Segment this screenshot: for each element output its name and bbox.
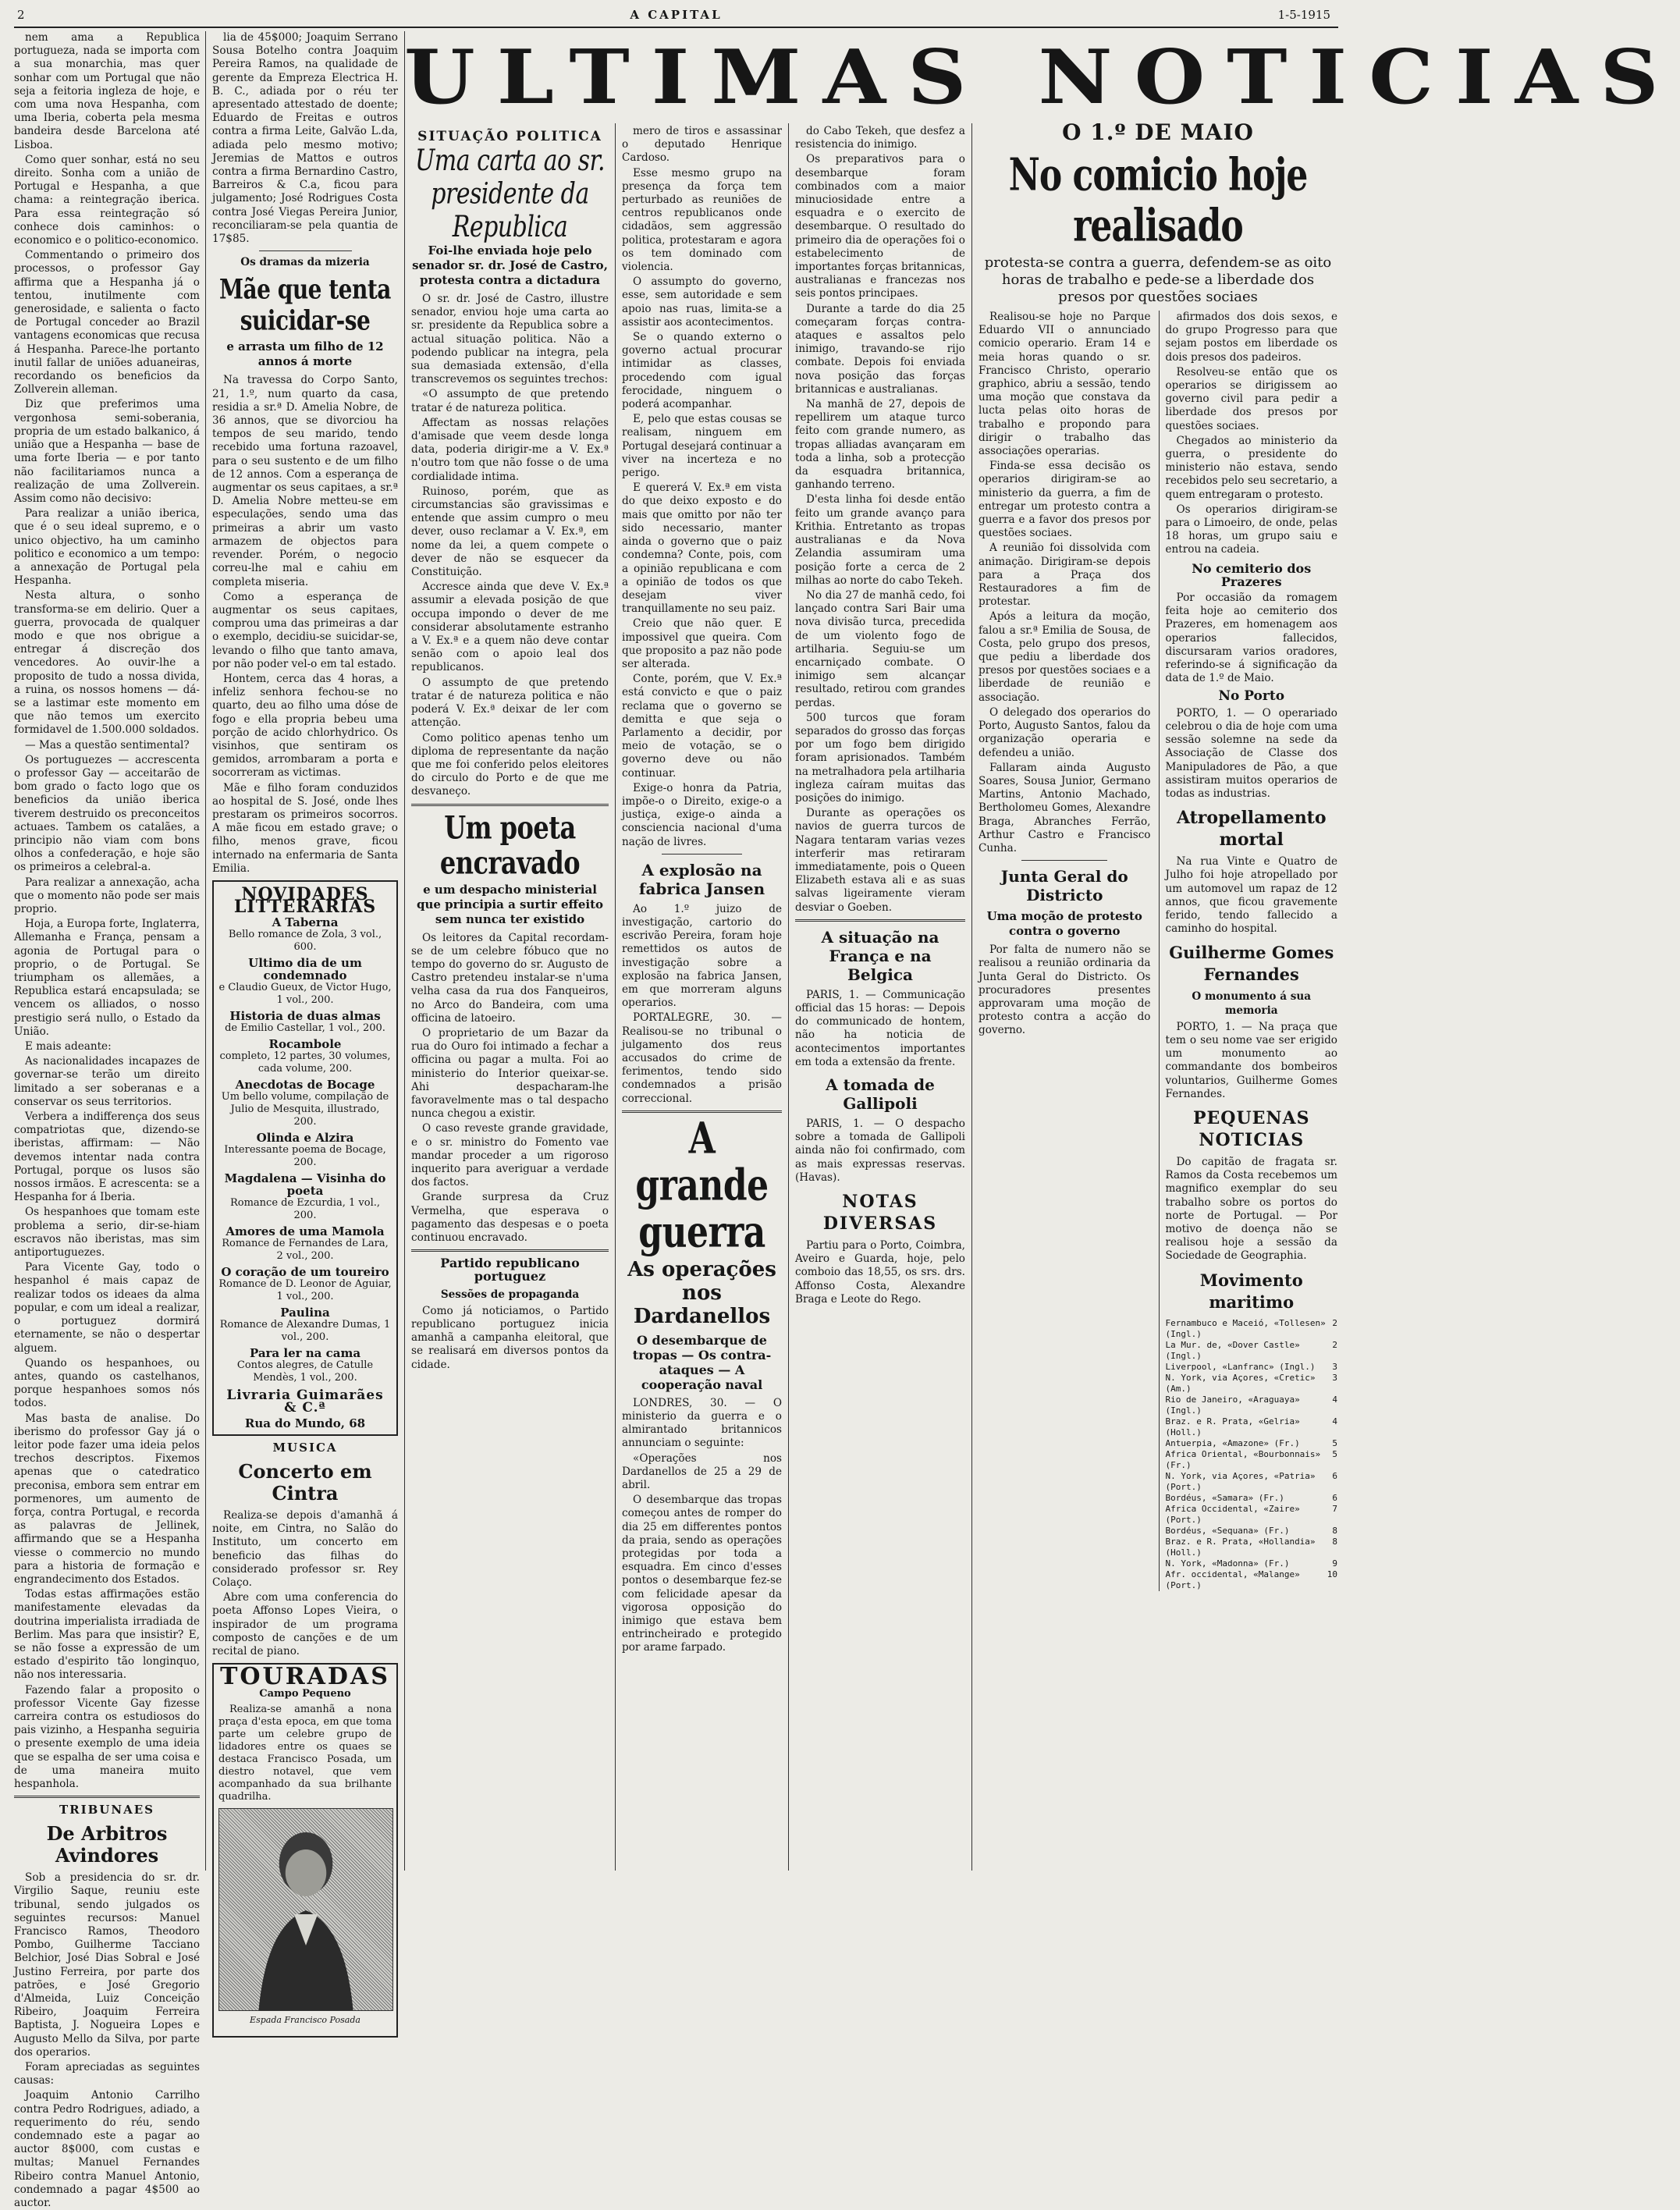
column-6 — [979, 117, 1337, 1871]
article-body — [411, 293, 609, 799]
article-dek: Uma moção de protesto contra o governo — [986, 909, 1142, 939]
advert-address: Rua do Mundo, 68 — [244, 1416, 366, 1430]
advert-item-title: Rocambole — [268, 1036, 342, 1051]
advert-item-title: Paulina — [280, 1305, 330, 1320]
article-dek: protesta-se contra a guerra, defendem-se as oito horas de trabalho e pede-se a liberdade dos presos por questões sociaes — [984, 254, 1332, 305]
ship-day: 6 — [1332, 1470, 1337, 1481]
advert-item-desc: Romance de Alexandre Dumas, 1 vol., 200. — [219, 1318, 391, 1343]
ship-route: La Mur. de, «Dover Castle» (Ingl.) — [1165, 1339, 1300, 1361]
ship-day: 6 — [1332, 1492, 1337, 1503]
article-headline: PEQUENAS NOTICIAS — [1193, 1107, 1310, 1150]
paragraph: Quando os hespanhoes, ou antes, quando os castelhanos, porque hespanhoes somos nós todos. — [14, 1356, 200, 1410]
paragraph: Fallaram ainda Augusto Soares, Sousa Junior, Germano Martins, Antonio Machado, Bertholomeu Gomes, Alexandre Braga, Abranches Ferrão, Arthur Castro e Francisco Cunha. — [979, 761, 1151, 855]
paragraph: Como politico apenas tenho um diploma de representante da nação que me foi conferido pelos eleitores do circulo do Porto e de que me desvaneço. — [411, 731, 609, 798]
paragraph: Como a esperança de augmentar os seus capitaes, comprou uma das primeiras a dar o exemplo, decidiu-se suicidar-se, levando o filho que tanto amava, por não poder vel-o em tal estado. — [212, 590, 398, 670]
paragraph: O sr. dr. José de Castro, illustre senador, enviou hoje uma carta ao sr. presidente da Republica sobre a actual situação politica. Não a podendo publicar na integra, pela sua demasiada extensão, d'ella transcrevemos os seguintes trechos: — [411, 293, 609, 386]
paragraph: Abre com uma conferencia do poeta Affonso Lopes Vieira, o inspirador de um programa composto de canções e de um recital de piano. — [212, 1591, 398, 1658]
column-rule — [971, 123, 972, 1871]
paragraph: — Mas a questão sentimental? — [25, 738, 190, 751]
paragraph: Joaquim Antonio Carrilho contra Pedro Rodrigues, adiado, a requerimento do réu, sendo condemnado este a pagar ao auctor 8$000, com custas e multas; Manuel Fernandes Ribeiro contra Manuel Antonio, condemnado a pagar 4$500 ao auctor. — [14, 2089, 200, 2210]
paragraph: Para realizar a união iberica, que é o seu ideal supremo, e o unico objectivo, ha um caminho politico e economico a um tempo: a annexação de Portugal pela Hespanha. — [14, 507, 200, 588]
paragraph: Durante a tarde do dia 25 começaram forças contra-ataques e assaltos pelo inimigo, travando-se rijo combate. Depois foi enviada nova posição das forças britannicas e australianas. — [795, 302, 965, 396]
article-headline: Uma carta ao sr. presidente da Republica — [414, 144, 606, 244]
paragraph: Realisou-se hoje no Parque Eduardo VII o annunciado comicio operario. Eram 14 e meia horas quando o sr. Francisco Christo, operario graphico, abriu a sessão, tendo uma moção que constava da lucta pelas oito horas de trabalho e propondo para dirigir o trabalho das associações operarias. — [979, 311, 1151, 458]
article-text: PORTALEGRE, 30. — Realisou-se no tribunal o julgamento dos reus accusados do crime de ferimentos, tendo sido condemnados a prisão correccional. — [622, 1011, 782, 1105]
divider — [411, 1249, 609, 1252]
paragraph: A reunião foi dissolvida com animação. Dirigiram-se depois para a Praça dos Restauradores a fim de protestar. — [979, 542, 1151, 609]
paragraph: LONDRES, 30. — O ministerio da guerra e o almirantado britannicos annunciam o seguinte: — [622, 1396, 782, 1450]
ship-day: 5 — [1332, 1437, 1337, 1448]
portrait-illustration — [219, 1809, 392, 2010]
paragraph: O proprietario de um Bazar da rua do Ouro foi intimado a fechar a officina ou pagar a multa. Foi ao ministerio do Interior queixar-se. Ahi despacharam-lhe favoravelmente mas o tal despacho nunca chegou a existir. — [411, 1026, 609, 1121]
paragraph: Exige-o honra da Patria, impõe-o o Direito, exige-o a justiça, exige-o ainda a consciencia nacional d'uma nação de livres. — [622, 781, 782, 848]
paragraph: Mãe e filho foram conduzidos ao hospital de S. José, onde lhes prestaram os primeiros socorros. A mãe ficou em estado grave; o filho, menos grave, ficou internado na enfermaria de Santa Emilia. — [212, 781, 398, 875]
advert-item — [218, 1132, 392, 1169]
ship-route: Africa Oriental, «Bourbonnais» (Fr.) — [1165, 1448, 1321, 1470]
paragraph: O assumpto de que pretendo tratar é de natureza politica e não poderá V. Ex.ª deixar de ler com attenção. — [411, 676, 609, 730]
ship-row — [1166, 1438, 1338, 1449]
article-text: Partiu para o Porto, Coimbra, Aveiro e Guarda, hoje, pelo comboio das 18,55, os srs. drs. Affonso Costa, Alexandre Braga e Leote do Rego. — [795, 1239, 965, 1306]
article-text: Na rua Vinte e Quatro de Julho foi hoje atropellado por um automovel um rapaz de 12 annos, que ficou gravemente ferido, tendo fallecido a caminho do hospital. — [1165, 855, 1337, 936]
paragraph: Creio que não quer. E impossivel que queira. Com que proposito a paz não pode ser alterada. — [622, 617, 782, 670]
article-headline: Guilherme Gomes Fernandes — [1169, 943, 1334, 985]
article-body — [14, 1871, 200, 2210]
paragraph: Fazendo falar a proposito o professor Vicente Gay fizesse carreira contra os estudiosos do pais vizinho, a Hespanha seguiria o presente exemplo de uma ideia que se espalha de ser uma coisa e de uma maneira muito hespanhola. — [14, 1683, 200, 1790]
advert-item — [218, 1306, 392, 1344]
column-4 — [622, 125, 782, 1871]
advert-item-desc: Romance de Fernandes de Lara, 2 vol., 200. — [222, 1237, 389, 1262]
ship-row — [1166, 1526, 1338, 1537]
section-label: TRIBUNAES — [59, 1803, 155, 1817]
touradas-text: Realiza-se amanhã a nona praça d'esta epoca, em que toma parte um celebre grupo de lidadores entre os quaes se destaca Francisco Posada, um diestro notavel, que vem acompanhado da sua brilhante quadrilha. — [218, 1704, 392, 1803]
ship-route: Braz. e R. Prata, «Hollandia» (Holl.) — [1165, 1536, 1316, 1558]
ship-route: N. York, via Açores, «Cretic» (Am.) — [1165, 1372, 1316, 1394]
article-body — [795, 125, 965, 915]
article-headline: Partido republicano portuguez — [440, 1256, 580, 1284]
advert-footer: Livraria Guimarães & C.ª — [226, 1387, 384, 1416]
paragraph: Ruinoso, porém, que as circumstancias são gravissimas e entende que assim cumpro o meu dever, ouso reclamar a V. Ex.ª, em nome da lei, a quem compete o dever de não se esquecer da Constituição. — [411, 485, 609, 579]
ship-day: 3 — [1332, 1361, 1337, 1372]
ship-day: 5 — [1332, 1448, 1337, 1459]
article-kicker: Os dramas da mizeria — [240, 256, 370, 269]
advert-item-desc: Romance de Ezcurdia, 1 vol., 200. — [229, 1196, 381, 1221]
ship-row — [1166, 1416, 1338, 1438]
article-subhead: O monumento á sua memoria — [1192, 990, 1312, 1017]
paragraph: O caso reveste grande gravidade, e o sr. ministro do Fomento vae mandar proceder a um rigoroso inquerito para averiguar a verdade dos factos. — [411, 1122, 609, 1189]
advert-item-desc: Contos alegres, de Catulle Mendès, 1 vol., 200. — [236, 1359, 374, 1384]
article-headline: No comicio hoje realisado — [1008, 149, 1308, 252]
article-text: PORTO, 1. — O operariado celebrou o dia de hoje com uma sessão solemne na sede da Associação de Classe dos Manipuladores de Pão, a que assistiram muitos operarios de todas as industrias. — [1165, 706, 1337, 800]
page-number: 2 — [17, 8, 25, 22]
paragraph: Hontem, cerca das 4 horas, a infeliz senhora fechou-se no quarto, deu ao filho uma dóse de fogo e ella propria bebeu uma porção de acido chlorhydrico. Os visinhos, que sentiram os gemidos, arrombaram a porta e socorreram as victimas. — [212, 672, 398, 780]
ship-day: 8 — [1332, 1536, 1337, 1547]
paragraph: Affectam as nossas relações d'amisade que veem desde longa data, poderia dirigir-me a V. Ex.ª n'outro tom que não fosse o de uma cordialidade intima. — [411, 416, 609, 483]
ship-day: 10 — [1327, 1569, 1337, 1579]
column-rule — [205, 31, 206, 1871]
paragraph: No dia 27 de manhã cedo, foi lançado contra Sari Bair uma nova divisão turca, precedida de um violento fogo de artilharia. Seguiu-se um encarniçado combate. O inimigo sem alcançar resultado, retirou com grandes perdas. — [795, 588, 965, 709]
paragraph: Conte, porém, que V. Ex.ª está convicto e que o paiz reclama que o governo se demitta e que seja o Parlamento a decidir, por meio de votação, se o governo deve ou não continuar. — [622, 673, 782, 780]
ship-row — [1166, 1340, 1338, 1362]
paragraph: Se o quando externo o governo actual procurar intimidar as classes, procedendo com igual ferocidade, ninguem o poderá acompanhar. — [622, 331, 782, 411]
paragraph: Os portuguezes — accrescenta o professor Gay — acceitarão de bom grado o facto logo que os beneficios da união iberica tiverem destruido os preconceitos actuaes. Tambem os catalães, a principio não viam com bons olhos a confederação, e hoje são os primeiros a celebral-a. — [14, 753, 200, 874]
ship-row — [1166, 1471, 1338, 1493]
article-text: Do capitão de fragata sr. Ramos da Costa recebemos um magnifico exemplar do seu trabalho sobre os portos do norte de Portugal. — Por motivo de doença não se realisou hoje a sessão da Sociedade de Geographia. — [1165, 1155, 1337, 1263]
article-body — [14, 31, 200, 1791]
article-headline: A grande guerra — [635, 1114, 769, 1258]
advert-title: NOVIDADES LITTERARIAS — [233, 883, 377, 917]
advert-item — [218, 1347, 392, 1384]
advert-item-desc: completo, 12 partes, 30 volumes, cada volume, 200. — [219, 1050, 391, 1075]
paragraph: Accresce ainda que deve V. Ex.ª assumir a elevada posição de que occupa impondo o dever de me considerar absolutamente estranho a V. Ex.ª e a quem não deve contar senão com o apoio leal dos republicanos. — [411, 581, 609, 674]
paragraph: Na travessa do Corpo Santo, 21, 1.º, num quarto da casa, residia a sr.ª D. Amelia Nobre, de 36 annos, que se divorciou ha tempos de seu marido, tendo recebido uma fortuna razoavel, para o seu sustento e de um filho de 12 annos. Com a esperança de augmentar os seus capitaes, a sr.ª D. Amelia Nobre metteu-se em especulações, sendo uma das primeiras a abrir um vasto armazem de objectos para revender. Porém, o negocio correu-lhe mal e cahiu em completa miseria. — [212, 374, 398, 588]
advert-item-desc: e Claudio Gueux, de Victor Hugo, 1 vol., 200. — [218, 981, 392, 1006]
section-kicker: SITUAÇÃO POLITICA — [417, 129, 602, 144]
paragraph: Na manhã de 27, depois de repellirem um ataque turco feito com grande numero, as tropas alliadas avançaram em toda a linha, sob a protecção da esquadra britannica, ganhando terreno. — [795, 398, 965, 492]
article-text: Por falta de numero não se realisou a reunião ordinaria da Junta Geral do Districto. Os procuradores presentes approvaram uma moção de protesto contra a acção do governo. — [979, 943, 1151, 1037]
ship-route: N. York, via Açores, «Patria» (Port.) — [1165, 1470, 1316, 1492]
article-headline: No cemiterio dos Prazeres — [1192, 560, 1312, 589]
ship-route: Africa Occidental, «Zaire» (Port.) — [1165, 1503, 1300, 1525]
article-headline: Concerto em Cintra — [238, 1459, 372, 1505]
masthead-title: ULTIMAS NOTICIAS — [404, 32, 1680, 122]
ship-route: Antuerpia, «Amazone» (Fr.) — [1165, 1437, 1300, 1448]
ship-row — [1166, 1504, 1338, 1526]
bullfighter-portrait — [218, 1808, 393, 2011]
article-body — [979, 311, 1151, 855]
paragraph: Sob a presidencia do sr. dr. Virgilio Saque, reuniu este tribunal, sendo julgados os seguintes recursos: Manuel Francisco Ramos, Theodoro Pombo, Guilherme Tacciano Belchior, José Dias Sobral e José Justino Ferreira, por parte dos patrões, e José Gregorio d'Almeida, Luiz Conceição Ribeiro, Joaquim Ferreira Baptista, J. Nogueira Lopes e Augusto Mello da Silva, por parte dos operarios. — [14, 1871, 200, 2059]
divider — [411, 804, 609, 806]
ship-row — [1166, 1318, 1338, 1340]
touradas-box — [212, 1663, 398, 2038]
section-label: MUSICA — [272, 1440, 338, 1455]
running-header — [0, 0, 1352, 28]
article-body — [411, 932, 609, 1245]
column-2 — [212, 31, 398, 2026]
column-rule — [615, 123, 616, 1871]
paragraph: mero de tiros e assassinar o deputado Henrique Cardoso. — [622, 125, 782, 165]
column-rule — [404, 31, 405, 1871]
paragraph: Grande surpresa da Cruz Vermelha, que esperava o pagamento das despesas e o poeta continuou encravado. — [411, 1191, 609, 1244]
paragraph: E quererá V. Ex.ª em vista do que deixo exposto e do mais que omitto por não ter sido necessario, manter ainda o governo que o paiz condemna? Conte, pois, com a opinião republicana e com a opinião de todos os que desejam viver tranquillamente no seu paiz. — [622, 481, 782, 616]
paragraph: Mas basta de analise. Do iberismo do professor Gay já o leitor pode fazer uma ideia pelos trechos descriptos. Fixemos apenas que o catedratico preconisa, embora sem entrar em pormenores, um aumento de força, contra Portugal, e recorda as palavras de Jellinek, affirmando que se a Hespanha viesse o commercio no mundo para a historia de formação e engrandecimento dos Estados. — [14, 1412, 200, 1586]
paragraph: Os leitores da Capital recordam-se de um celebre fóbuco que no tempo do governo do sr. Augusto de Castro pretendeu instalar-se n'uma velha casa da rua dos Fanqueiros, no Arco do Bandeira, com uma officina de latoeiro. — [411, 931, 609, 1025]
paragraph: D'esta linha foi desde então feito um grande avanço para Krithia. Entretanto as tropas australianas e da Nova Zelandia assumiram uma posição forte a cerca de 2 milhas ao norte do cabo Tekeh. — [795, 493, 965, 587]
advert-item-title: Historia de duas almas — [229, 1008, 381, 1023]
paragraph: afirmados dos dois sexos, e do grupo Progresso para que sejam postos em liberdade os dois presos dos padeiros. — [1165, 311, 1337, 364]
article-headline: Atropellamento mortal — [1176, 808, 1327, 851]
ship-route: Braz. e R. Prata, «Gelria» (Holl.) — [1165, 1416, 1300, 1437]
paragraph: Os preparativos para o desembarque foram combinados com a maior minuciosidade entre a esquadra e o exercito de desembarque. O resultado do primeiro dia de operações foi o estabelecimento de importantes forças britannicas, australianas e francezas nos seis pontos principaes. — [795, 153, 965, 300]
ship-route: Afr. occidental, «Malange» (Port.) — [1165, 1569, 1300, 1590]
column-3 — [411, 125, 609, 1871]
article-dek: Foi-lhe enviada hoje pelo senador sr. dr. José de Castro, protesta contra a dictadura — [412, 243, 608, 287]
shipping-schedule — [1166, 1318, 1338, 1591]
article-headline: A situação na França e na Belgica — [821, 927, 939, 984]
paragraph: E mais adeante: — [25, 1040, 112, 1053]
advert-item-title: Para ler na cama — [249, 1345, 361, 1360]
article-dek: e arrasta um filho de 12 annos á morte — [226, 339, 384, 369]
article-subhead: Sessões de propaganda — [440, 1288, 580, 1301]
paragraph: Diz que preferimos uma vergonhosa semi-soberania, propria de um estado balkanico, á união que a Hespanha — base de uma forte Iberia — e por tanto não facilitariamos nunca a realização de uma Zollverein. Assim como não decisivo: — [14, 398, 200, 505]
article-headline: Movimento maritimo — [1199, 1270, 1303, 1312]
header-rule — [14, 27, 1338, 28]
ship-row — [1166, 1362, 1338, 1373]
article-body — [212, 374, 398, 876]
divider — [1021, 860, 1107, 861]
ship-day: 4 — [1332, 1394, 1337, 1405]
paragraph: Hoja, a Europa forte, Inglaterra, Allemanha e França, pensam a agonia de Portugal para o proprio, o de Portugal. Se triumpham os allemães, a Republica estará encapsulada; se vencem os alliados, o nosso prestigio será nullo, o Estado da União. — [14, 918, 200, 1038]
ship-day: 3 — [1332, 1372, 1337, 1383]
advert-item — [218, 1266, 392, 1303]
ship-day: 9 — [1332, 1558, 1337, 1569]
ship-row — [1166, 1493, 1338, 1504]
article-text: Como já noticiamos, o Partido republicano portuguez inicia amanhã a campanha eleitoral, que se realisará em diversos pontos da cidade. — [411, 1304, 609, 1371]
article-headline: A explosão na fabrica Jansen — [638, 860, 765, 898]
advert-item — [218, 1038, 392, 1075]
ship-day: 7 — [1332, 1503, 1337, 1514]
paragraph: Durante as operações os navios de guerra turcos de Nagara tentaram varias vezes interferir mas retiraram immediatamente, pois o Queen Elizabeth estava ali e as suas salvas ligeiramente vieram desviar o Goeben. — [795, 807, 965, 914]
divider — [795, 919, 965, 922]
advert-item — [218, 1078, 392, 1128]
section-kicker: O 1.º DE MAIO — [1062, 119, 1254, 145]
article-body — [622, 125, 782, 849]
article-headline: De Arbitros Avindores — [46, 1822, 168, 1867]
advert-item — [218, 1010, 392, 1035]
ship-row — [1166, 1569, 1338, 1591]
article-body — [212, 1509, 398, 1658]
advert-item-title: Magdalena — Visinha do poeta — [224, 1171, 386, 1198]
advert-item — [218, 1172, 392, 1222]
column-rule — [788, 123, 789, 1871]
two-column-body — [979, 311, 1337, 1591]
paragraph: O desembarque das tropas começou antes de romper do dia 25 em differentes pontos da praia, sendo as operações protegidas por toda a esquadra. Em cinco d'esses pontos o desembarque fez-se com felicidade apesar da vigorosa opposição do inimigo que estava bem entrincheirado e protegido por arame farpado. — [622, 1494, 782, 1654]
article-headline: Um poeta encravado — [439, 808, 581, 881]
paragraph: Realiza-se depois d'amanhã á noite, em Cintra, no Salão do Instituto, um concerto em beneficio das filhas do considerado professor sr. Rey Colaço. — [212, 1508, 398, 1589]
ship-route: Liverpool, «Lanfranc» (Ingl.) — [1165, 1361, 1316, 1372]
article-headline: No Porto — [1218, 688, 1285, 705]
paragraph: «Operações nos Dardanellos de 25 a 29 de abril. — [622, 1451, 782, 1492]
advert-item-title: A Taberna — [272, 915, 339, 929]
ship-day: 2 — [1332, 1317, 1337, 1328]
advert-item-title: Ultimo dia de um condemnado — [248, 955, 362, 982]
paragraph: E, pelo que estas cousas se realisam, ninguem em Portugal desejará continuar a viver na incerteza e no perigo. — [622, 413, 782, 480]
paragraph: lia de 45$000; Joaquim Serrano Sousa Botelho contra Joaquim Pereira Ramos, na qualidade de gerente da Empreza Electrica H. B. C., adiada por o réu ter apresentado attestado de doente; Eduardo de Freitas e outros contra a firma Leite, Galvão L.da, adiada pelo mesmo motivo; Jeremias de Mattos e outros contra a firma Bernardino Castro, Barreiros & C.a, ficou para julgamento; José Rodrigues Costa contra José Viegas Pereira Junior, reconciliaram-se pela quantia de 17$85. — [212, 31, 398, 246]
ship-row — [1166, 1395, 1338, 1416]
article-headline: A tomada de Gallipoli — [826, 1075, 935, 1113]
divider — [259, 250, 352, 251]
article-headline: Mãe que tenta suicidar-se — [219, 273, 391, 337]
article-body — [212, 31, 398, 246]
ship-row — [1166, 1537, 1338, 1558]
issue-date: 1-5-1915 — [1277, 8, 1330, 22]
article-body — [1166, 311, 1338, 557]
advert-item-title: Anecdotas de Bocage — [235, 1077, 375, 1092]
ship-route: Rio de Janeiro, «Araguaya» (Ingl.) — [1165, 1394, 1300, 1416]
paragraph: Todas estas affirmações estão manifestamente elevadas da doutrina imperialista irradiada de Berlim. Mas para que insistir? E, se não fosse a expressão de um estado d'espirito tão longinquo, não nos interessaria. — [14, 1588, 200, 1682]
article-text: PARIS, 1. — O despacho sobre a tomada de Gallipoli ainda não foi confirmado, com as mais expressas reservas. (Havas). — [795, 1117, 965, 1184]
advert-item-desc: Bello romance de Zola, 3 vol., 600. — [228, 928, 382, 953]
subcolumn-left — [979, 311, 1151, 1591]
advert-item-title: O coração de um toureiro — [221, 1264, 389, 1279]
column-5 — [795, 125, 965, 1871]
advert-item — [218, 1225, 392, 1263]
paragraph: Verbera a indifferença dos seus compatriotas que, dizendo-se iberistas, affirmam: — Não devemos intentar nada contra Portugal, porque os lusos são nossos irmãos. E acrescenta: se a Hespanha for á Iberia. — [14, 1110, 200, 1204]
paragraph: 500 turcos que foram separados do grosso das forças por um fogo bem dirigido foram aprisionados. Também na metralhadora pela artilharia ingleza caíram muitas das posições do inimigo. — [795, 711, 965, 805]
paper-name: A CAPITAL — [630, 8, 723, 22]
paragraph: Resolveu-se então que os operarios se dirigissem ao governo civil para pedir a liberdade dos presos por questões sociaes. — [1165, 365, 1337, 432]
paragraph: Commentando o primeiro dos processos, o professor Gay affirma que a Hespanha já o tentou, inutilmente com generosidade, e salienta o facto de Portugal conceder ao Brazil vantagens economicas que recusa á Hespanha. Parece-lhe portanto inutil fallar de uniões aduaneiras, recordando os beneficios da Zollverein alleman. — [14, 249, 200, 396]
article-text: PORTO, 1. — Na praça que tem o seu nome vae ser erigido um monumento ao commandante dos bombeiros voluntarios, Guilherme Gomes Fernandes. — [1165, 1020, 1337, 1100]
article-text: Por occasião da romagem feita hoje ao cemiterio dos Prazeres, em homenagem aos operarios fallecidos, discursaram varios oradores, referindo-se á significação da data de 1.º de Maio. — [1165, 592, 1337, 685]
ship-day: 4 — [1332, 1416, 1337, 1427]
paragraph: Após a leitura da moção, falou a sr.ª Emilia de Sousa, de Costa, pelo grupo dos presos, que pediu a liberdade dos presos por questões sociaes e a liberdade de reunião e associação. — [979, 610, 1151, 704]
ship-day: 8 — [1332, 1525, 1337, 1536]
paragraph: Como quer sonhar, está no seu direito. Sonha com a união de Portugal e Hespanha, a que chama: a reintegração iberica. Para essa reintegração só conhece dois caminhos: o economico e o politico-economico. — [14, 153, 200, 247]
article-dek: O desembarque de tropas — Os contra-ataques — A cooperação naval — [632, 1332, 772, 1392]
advert-item-desc: Romance de D. Leonor de Aguiar, 1 vol., 200. — [218, 1277, 392, 1302]
paragraph: Para Vicente Gay, todo o hespanhol é mais capaz de realizar todos os ideaes da alma popular, e com um ideal a realizar, o portuguez dormirá eternamente, se não o despertar alguem. — [14, 1261, 201, 1355]
touradas-subtitle: Campo Pequeno — [259, 1688, 351, 1700]
advert-item — [218, 957, 392, 1007]
advert-item-title: Olinda e Alzira — [256, 1130, 354, 1145]
column-1 — [14, 31, 201, 2210]
subcolumn-right — [1159, 311, 1338, 1591]
paragraph: Esse mesmo grupo na presença da força tem perturbado as reuniões de centros republicanos onde cidadãos, sem aggressão politica, protestaram e agora os tem dominado com violencia. — [622, 166, 782, 274]
advert-item-desc: Interessante poema de Bocage, 200. — [224, 1143, 386, 1168]
article-subhead: As operações nos Dardanellos — [627, 1257, 776, 1328]
section-divider — [14, 1796, 200, 1798]
paragraph: Nesta altura, o sonho transforma-se em delirio. Quer a guerra, provocada de qualquer modo e que nos obrigue a entregar á discreção dos vencedores. Ao ouvir-lhe a proposito de tudo a nossa divida, a ruina, os nossos homens — dá-se a lastimar este momento em que não temos um exercito formidavel de 1.500.000 soldados. — [14, 589, 200, 737]
article-body — [622, 1397, 782, 1655]
paragraph: O assumpto do governo, esse, sem autoridade e sem apoio nas ruas, limita-se a assistir aos acontecimentos. — [622, 275, 782, 329]
ship-route: Bordéus, «Sequana» (Fr.) — [1165, 1525, 1290, 1536]
paragraph: do Cabo Tekeh, que desfez a resistencia do inimigo. — [795, 125, 965, 151]
bookshop-advert — [212, 880, 398, 1436]
portrait-caption: Espada Francisco Posada — [250, 2015, 361, 2026]
ship-route: N. York, «Madonna» (Fr.) — [1165, 1558, 1290, 1569]
advert-items — [218, 916, 392, 1384]
ship-row — [1166, 1558, 1338, 1569]
advert-item-desc: Um bello volume, compilação de Julio de Mesquita, illustrado, 200. — [221, 1090, 389, 1128]
divider — [662, 854, 742, 855]
paragraph: Finda-se essa decisão os operarios dirigiram-se ao ministerio da guerra, a fim de entregar um protesto contra a guerra e a favor dos presos por questões sociaes. — [979, 460, 1151, 540]
paragraph: nem ama a Republica portugueza, nada se importa com a sua monarchia, mas quer sonhar com um Portugal que não seja a feitoria ingleza de hoje, e com uma nova Hespanha, com uma Iberia, coberta pela mesma bandeira desde Barcelona até Lisboa. — [14, 31, 200, 151]
paragraph: O delegado dos operarios do Porto, Augusto Santos, falou da organização operaria e defendeu a união. — [979, 705, 1151, 759]
paragraph: «O assumpto de que pretendo tratar é de natureza politica. — [411, 388, 609, 414]
article-dek: e um despacho ministerial que principia a surtir effeito sem nunca ter existido — [416, 882, 604, 926]
article-text: Ao 1.º juizo de investigação, cartorio do escrivão Pereira, foram hoje remettidos os autos de investigação sobre a explosão na fabrica Jansen, em que morreram alguns operarios. — [622, 902, 782, 1010]
article-text: PARIS, 1. — Communicação official das 15 horas: — Depois do communicado de hontem, não ha noticia de acontecimentos importantes em toda a extensão da frente. — [795, 988, 965, 1068]
paragraph: Os hespanhoes que tomam este problema a serio, dir-se-hiam escravos não iberistas, mas sim antiportuguezes. — [14, 1206, 200, 1260]
advert-item-desc: de Emilio Castellar, 1 vol., 200. — [225, 1022, 385, 1034]
touradas-title: TOURADAS — [220, 1663, 390, 1691]
article-headline: NOTAS DIVERSAS — [822, 1192, 938, 1235]
paragraph: As nacionalidades incapazes de governar-se terão um direito limitado a ser soberanas e a conservar os seus territorios. — [14, 1055, 200, 1108]
advert-item-title: Amores de uma Mamola — [226, 1224, 385, 1238]
divider — [622, 1110, 782, 1113]
paragraph: Chegados ao ministerio da guerra, o presidente do ministerio não estava, sendo recebidos pelo seu secretario, a quem entregaram o protesto. — [1165, 434, 1337, 501]
article-headline: Junta Geral do Districto — [1000, 867, 1128, 905]
ship-route: Fernambuco e Maceió, «Tollesen» (Ingl.) — [1165, 1317, 1326, 1339]
ship-row — [1166, 1449, 1338, 1471]
paragraph: Foram apreciadas as seguintes causas: — [14, 2061, 200, 2087]
advert-item — [218, 916, 392, 954]
paragraph: Para realizar a annexação, acha que o momento não pode ser mais proprio. — [14, 876, 200, 915]
ship-row — [1166, 1373, 1338, 1395]
paragraph: Os operarios dirigiram-se para o Limoeiro, de onde, pelas 18 horas, um grupo saiu e entrou na cadeia. — [1165, 503, 1337, 556]
ship-route: Bordéus, «Samara» (Fr.) — [1165, 1492, 1284, 1503]
ship-day: 2 — [1332, 1339, 1337, 1350]
